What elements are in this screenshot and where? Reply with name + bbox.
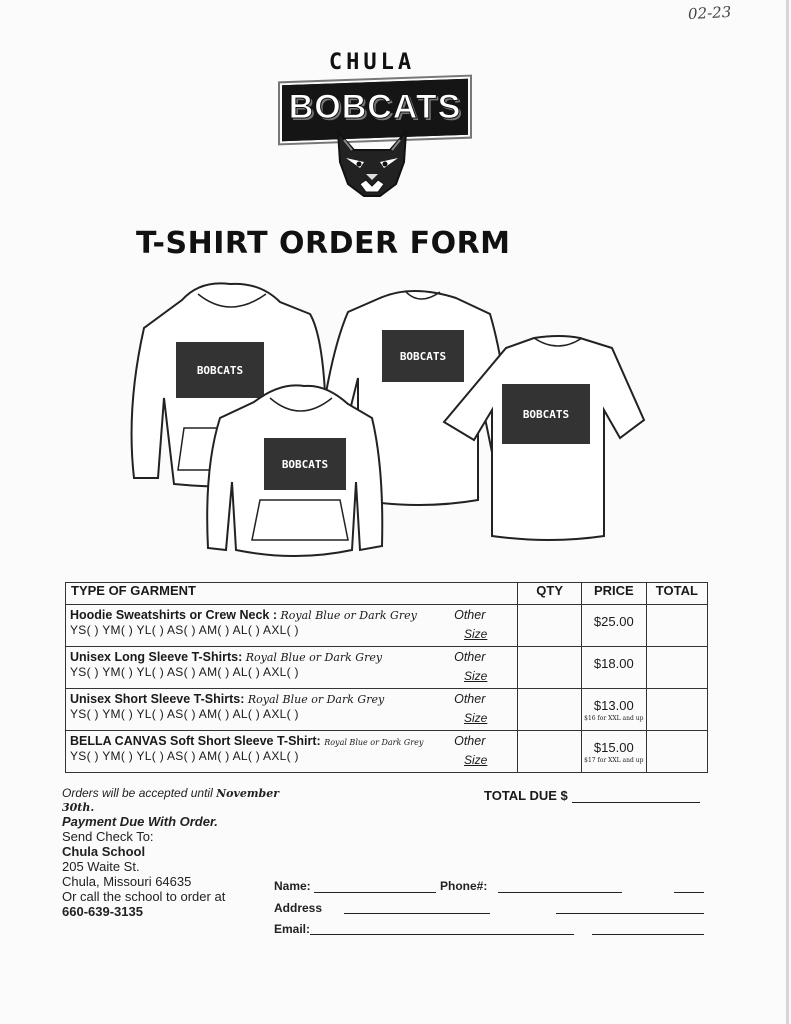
size-options[interactable]: YS( ) YM( ) YL( ) AS( ) AM( ) AL( ) AXL( ) xyxy=(70,749,299,763)
address-label: Address xyxy=(274,901,323,915)
price-value: $15.00 xyxy=(593,740,634,755)
order-deadline xyxy=(62,786,312,814)
logo-top-text: CHULA xyxy=(328,50,416,75)
table-header-row xyxy=(66,583,708,605)
price-cell xyxy=(581,647,646,689)
call-note: Or call the school to order at xyxy=(62,889,226,904)
phone-field-extra[interactable] xyxy=(674,892,704,893)
garment-name: Hoodie Sweatshirts or Crew Neck : xyxy=(70,608,278,622)
email-label: Email: xyxy=(274,922,311,936)
price-value: $13.00 xyxy=(593,698,634,713)
total-field[interactable] xyxy=(646,731,707,773)
payment-note: Payment Due With Order. xyxy=(62,814,218,829)
size-options[interactable]: YS( ) YM( ) YL( ) AS( ) AM( ) AL( ) AXL( ) xyxy=(70,707,299,721)
header-total: TOTAL xyxy=(646,583,707,605)
garment-color: Royal Blue or Dark Grey xyxy=(247,693,385,706)
price-note: $17 for XXL and up xyxy=(584,757,644,764)
email-field[interactable] xyxy=(310,934,574,935)
price-cell xyxy=(581,605,646,647)
send-check-label: Send Check To: xyxy=(62,829,154,844)
garment-name: Unisex Short Sleeve T-Shirts: xyxy=(70,692,245,706)
total-due xyxy=(484,788,700,803)
total-field[interactable] xyxy=(646,647,707,689)
price-cell xyxy=(581,731,646,773)
table-row xyxy=(66,689,708,731)
garment-color: Royal Blue or Dark Grey xyxy=(324,738,424,747)
handwritten-note: 02-23 xyxy=(687,2,732,24)
garment-label: BOBCATS xyxy=(196,364,244,377)
header-price: PRICE xyxy=(581,583,646,605)
order-info xyxy=(62,786,312,919)
other-size-label: Other xyxy=(454,734,486,748)
price-cell xyxy=(581,689,646,731)
qty-field[interactable] xyxy=(518,731,582,773)
order-table xyxy=(65,582,708,773)
price-value: $18.00 xyxy=(593,656,634,671)
size-field[interactable]: Size xyxy=(464,753,488,767)
table-row xyxy=(66,731,708,773)
table-row xyxy=(66,605,708,647)
page-edge xyxy=(786,0,789,1024)
address-field[interactable] xyxy=(344,913,490,914)
garment-name: BELLA CANVAS Soft Short Sleeve T-Shirt: xyxy=(70,734,321,748)
price-value: $25.00 xyxy=(593,614,634,629)
garment-cell xyxy=(66,689,518,731)
total-field[interactable] xyxy=(646,689,707,731)
garment-name: Unisex Long Sleeve T-Shirts: xyxy=(70,650,243,664)
qty-field[interactable] xyxy=(518,647,582,689)
other-size-label: Other xyxy=(454,608,486,622)
size-field[interactable]: Size xyxy=(464,669,488,683)
size-options[interactable]: YS( ) YM( ) YL( ) AS( ) AM( ) AL( ) AXL( ) xyxy=(70,623,299,637)
qty-field[interactable] xyxy=(518,605,582,647)
garment-cell xyxy=(66,647,518,689)
qty-field[interactable] xyxy=(518,689,582,731)
phone-label: Phone#: xyxy=(440,879,488,893)
table-row xyxy=(66,647,708,689)
garment-label: BOBCATS xyxy=(399,350,447,363)
garment-label: BOBCATS xyxy=(522,408,570,421)
garment-label: BOBCATS xyxy=(281,458,329,471)
hoodie-small-icon xyxy=(207,385,382,556)
address-field-extra[interactable] xyxy=(556,913,704,914)
email-field-extra[interactable] xyxy=(592,934,704,935)
total-due-field[interactable] xyxy=(572,790,700,803)
total-field[interactable] xyxy=(646,605,707,647)
address-line-2: Chula, Missouri 64635 xyxy=(62,874,192,889)
garment-cell xyxy=(66,731,518,773)
name-field[interactable] xyxy=(314,892,436,893)
header-type: TYPE OF GARMENT xyxy=(66,583,518,605)
logo-main-text: BOBCATS xyxy=(288,88,462,126)
price-note: $16 for XXL and up xyxy=(584,715,644,722)
garment-illustrations xyxy=(120,278,665,563)
page-title: T-SHIRT ORDER FORM xyxy=(136,226,511,261)
other-size-label: Other xyxy=(454,692,486,706)
header-qty: QTY xyxy=(518,583,582,605)
school-phone: 660-639-3135 xyxy=(62,904,143,919)
phone-field[interactable] xyxy=(498,892,622,893)
bobcats-logo xyxy=(262,48,482,198)
garment-cell xyxy=(66,605,518,647)
other-size-label: Other xyxy=(454,650,486,664)
deadline-prefix: Orders will be accepted until xyxy=(62,786,213,800)
school-name: Chula School xyxy=(62,844,146,859)
total-due-label: TOTAL DUE $ xyxy=(484,788,568,803)
size-field[interactable]: Size xyxy=(464,711,488,725)
deadline-date: November 30th. xyxy=(62,787,279,814)
garment-color: Royal Blue or Dark Grey xyxy=(280,609,417,622)
name-label: Name: xyxy=(274,879,311,893)
bobcat-head-icon xyxy=(330,128,414,200)
address-line-1: 205 Waite St. xyxy=(62,859,140,874)
garment-color: Royal Blue or Dark Grey xyxy=(245,651,383,664)
size-options[interactable]: YS( ) YM( ) YL( ) AS( ) AM( ) AL( ) AXL( ) xyxy=(70,665,299,679)
size-field[interactable]: Size xyxy=(464,627,488,641)
